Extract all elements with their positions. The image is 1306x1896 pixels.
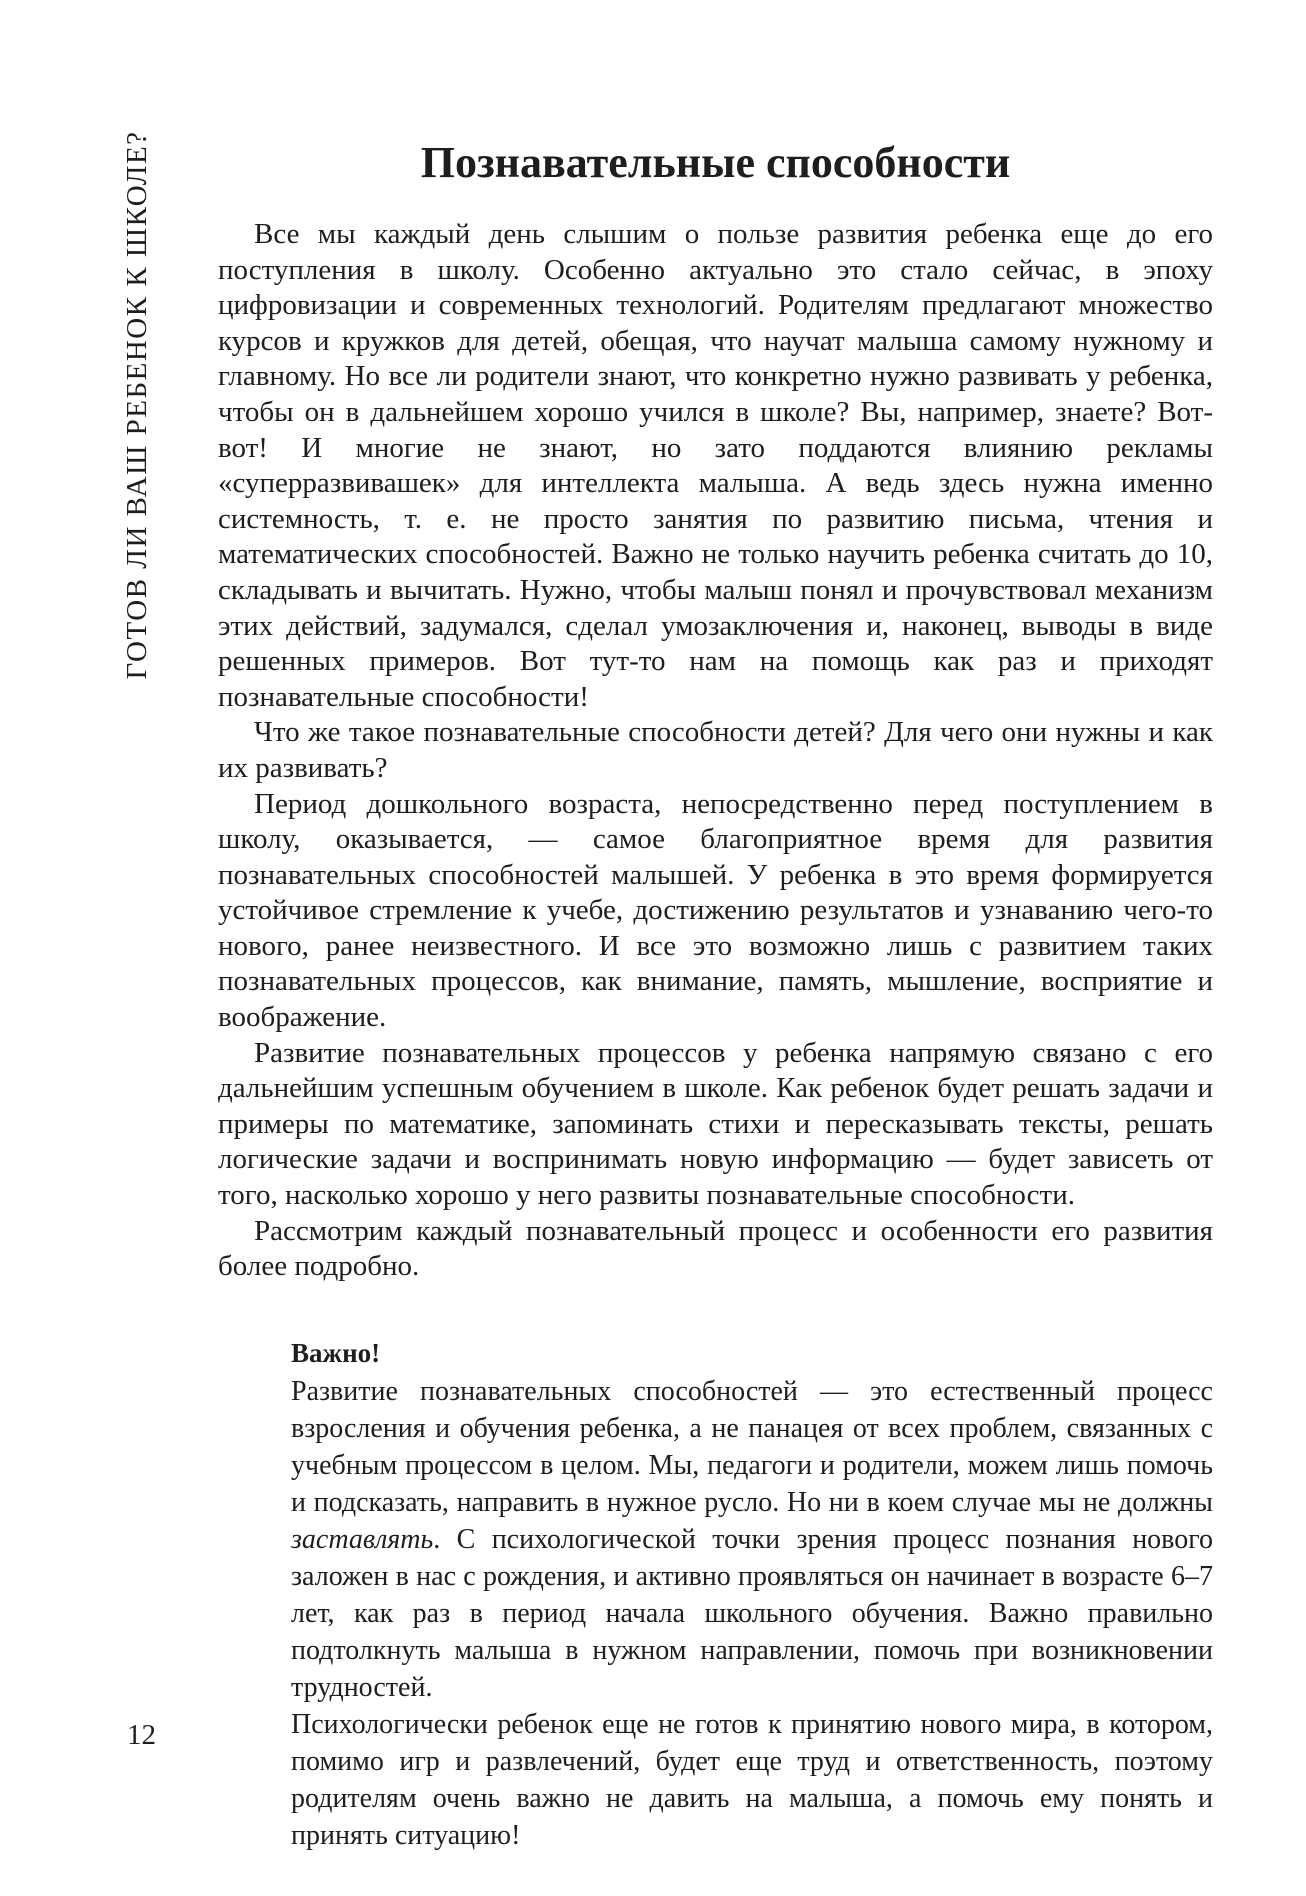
note-heading: Важно! [291, 1337, 381, 1368]
page-content [218, 135, 1213, 1854]
body-paragraph: Все мы каждый день слышим о пользе развития ребенка еще до его поступления в школу. Особенно актуально это стало сейчас, в эпоху цифровизации и современных технологий. Родителям предлагают множество курсов и кружков для детей, обещая, что научат малыша самому нужному и главному. Но все ли родители знают, что конкретно нужно развивать у ребенка, чтобы он в дальнейшем хорошо учился в школе? Вы, например, знаете? Вот-вот! И многие не знают, но зато поддаются влиянию рекламы «суперразвивашек» для интеллекта малыша. А ведь здесь нужна именно системность, т. е. не просто занятия по развитию письма, чтения и математических способностей. Важно не только научить ребенка считать до 10, складывать и вычитать. Нужно, чтобы малыш понял и прочувствовал механизм этих действий, задумался, сделал умозаключения и, наконец, выводы в виде решенных примеров. Вот тут-то нам на помощь как раз и приходят познавательные способности! [218, 218, 1213, 713]
body-paragraph: Период дошкольного возраста, непосредственно перед поступлением в школу, оказывается, — самое благоприятное время для развития познавательных способностей малышей. У ребенка в это время формируется устойчивое стремление к учебе, достижению результатов и узнаванию чего-то нового, ранее неизвестного. И все это возможно лишь с развитием таких познавательных процессов, как внимание, память, мышление, восприятие и воображение. [218, 787, 1213, 1034]
body-paragraph: Развитие познавательных процессов у ребенка напрямую связано с его дальнейшим успешным обучением в школе. Как ребенок будет решать задачи и примеры по математике, запоминать стихи и пересказывать тексты, решать логические задачи и воспринимать новую информацию — будет зависеть от того, насколько хорошо у него развиты познавательные способности. [218, 1036, 1213, 1212]
note-paragraph [291, 1373, 1213, 1706]
important-note [291, 1335, 1213, 1854]
note-emphasis: заставлять [291, 1523, 434, 1555]
note-text: Развитие познавательных способностей — это естественный процесс взросления и обучения ребенка, а не панацея от всех проблем, связанных с учебным процессом в целом. Мы, педагоги и родители, можем лишь помочь и подсказать, направить в нужное русло. Но ни в коем случае мы не должны [291, 1375, 1213, 1518]
body-paragraph: Что же такое познавательные способности детей? Для чего они нужны и как их развивать? [218, 716, 1213, 784]
running-head: ГОТОВ ЛИ ВАШ РЕБЕНОК К ШКОЛЕ? [121, 130, 153, 680]
body-paragraph: Рассмотрим каждый познавательный процесс и особенности его развития более подробно. [218, 1214, 1213, 1283]
page-title: Познавательные способности [420, 138, 1011, 187]
page-number: 12 [127, 1719, 156, 1751]
note-text: . С психологической точки зрения процесс познания нового заложен в нас с рождения, и активно проявляться он начинает в возрасте 6–7 лет, как раз в период начала школьного обучения. Важно правильно подтолкнуть малыша в нужном направлении, помочь при возникновении трудностей. [291, 1523, 1213, 1703]
note-paragraph: Психологически ребенок еще не готов к принятию нового мира, в котором, помимо игр и развлечений, будет еще труд и ответственность, поэтому родителям очень важно не давить на малыша, а помочь ему понять и принять ситуацию! [291, 1708, 1213, 1851]
